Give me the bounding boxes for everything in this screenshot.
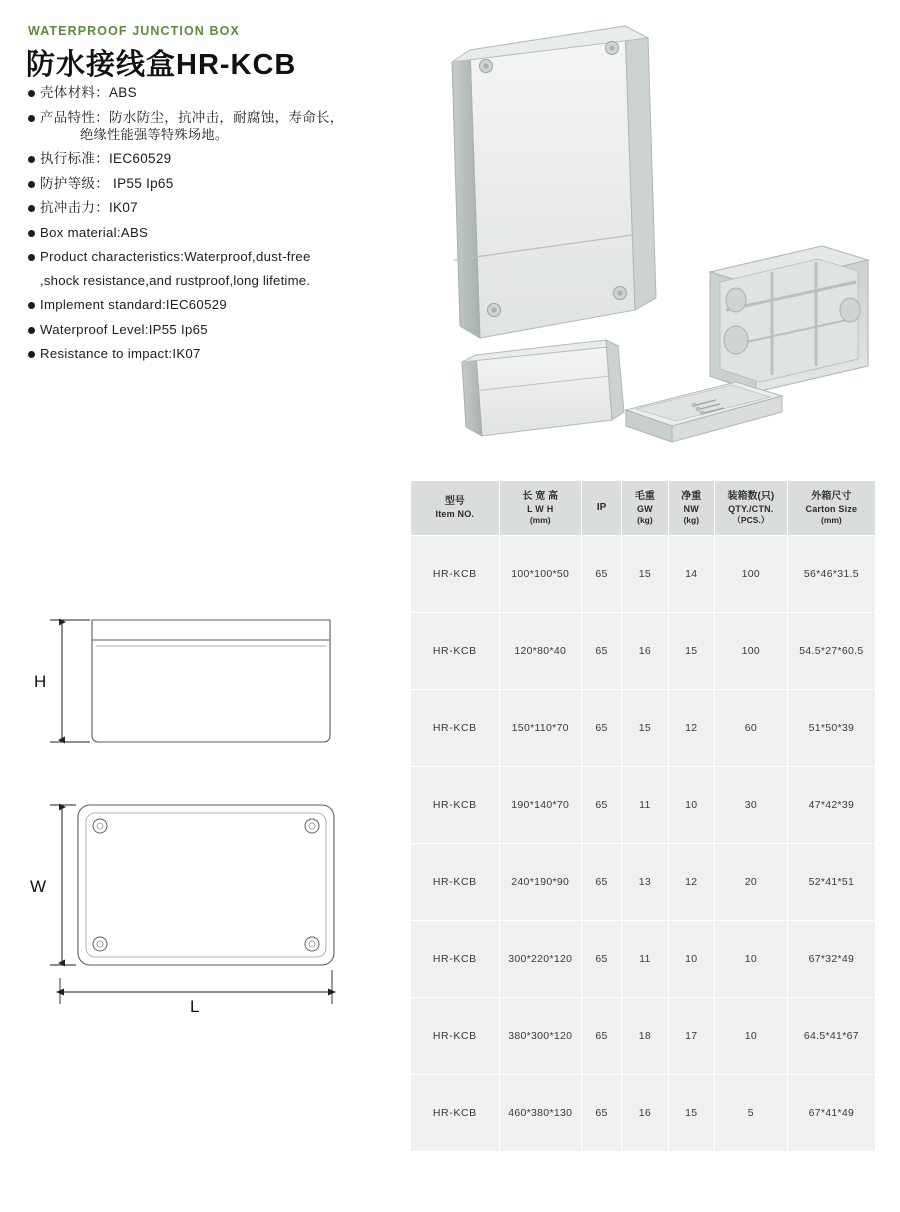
- spec-text: Product characteristics:Waterproof,dust-free: [40, 248, 311, 264]
- spec-item: [28, 250, 428, 263]
- cell-item-no: HR-KCB: [411, 613, 500, 690]
- table-header-row: [411, 481, 876, 536]
- height-label: H: [34, 672, 47, 691]
- cell-item-no: HR-KCB: [411, 1075, 500, 1152]
- spec-text: Box material:ABS: [40, 224, 149, 240]
- cell-dimensions: 150*110*70: [499, 690, 581, 767]
- bullet-icon: [28, 254, 35, 261]
- cell-qty: 100: [714, 613, 787, 690]
- column-header-ip: IP: [581, 481, 621, 536]
- cell-carton-size: 56*46*31.5: [787, 536, 875, 613]
- bullet-icon: [28, 351, 35, 358]
- bullet-icon: [28, 156, 35, 163]
- cell-dimensions: 300*220*120: [499, 921, 581, 998]
- cell-dimensions: 460*380*130: [499, 1075, 581, 1152]
- dimension-drawings: [20, 600, 400, 1030]
- cell-qty: 10: [714, 998, 787, 1075]
- cell-net-weight: 12: [668, 690, 714, 767]
- bullet-icon: [28, 230, 35, 237]
- top-view-drawing: [30, 805, 334, 1016]
- cell-carton-size: 54.5*27*60.5: [787, 613, 875, 690]
- specification-list: [28, 86, 428, 371]
- cell-qty: 20: [714, 844, 787, 921]
- column-header-dimensions: 长 宽 高 L W H (mm): [499, 481, 581, 536]
- spec-text-continuation: ,shock resistance,and rustproof,long lifetime.: [40, 273, 311, 289]
- spec-text: 抗冲击力：IK07: [40, 200, 138, 216]
- cell-carton-size: 67*41*49: [787, 1075, 875, 1152]
- cell-gross-weight: 15: [622, 536, 668, 613]
- cell-net-weight: 15: [668, 1075, 714, 1152]
- cell-qty: 10: [714, 921, 787, 998]
- bullet-icon: [28, 181, 35, 188]
- bullet-icon: [28, 115, 35, 122]
- cell-dimensions: 120*80*40: [499, 613, 581, 690]
- spec-item: [28, 111, 428, 125]
- cell-dimensions: 100*100*50: [499, 536, 581, 613]
- cell-gross-weight: 16: [622, 613, 668, 690]
- spec-text: 执行标准：IEC60529: [40, 151, 172, 167]
- spec-text: Implement standard:IEC60529: [40, 297, 227, 313]
- cell-net-weight: 14: [668, 536, 714, 613]
- cell-item-no: HR-KCB: [411, 690, 500, 767]
- column-header-net-weight: 净重 NW (kg): [668, 481, 714, 536]
- cell-gross-weight: 11: [622, 921, 668, 998]
- cell-dimensions: 190*140*70: [499, 767, 581, 844]
- cell-carton-size: 47*42*39: [787, 767, 875, 844]
- bullet-icon: [28, 205, 35, 212]
- cell-net-weight: 12: [668, 844, 714, 921]
- spec-text-continuation: 绝缘性能强等特殊场地。: [80, 127, 229, 142]
- cell-carton-size: 64.5*41*67: [787, 998, 875, 1075]
- spec-text: 壳体材料：ABS: [40, 85, 137, 100]
- cell-item-no: HR-KCB: [411, 844, 500, 921]
- cell-gross-weight: 16: [622, 1075, 668, 1152]
- cell-item-no: HR-KCB: [411, 767, 500, 844]
- width-label: W: [30, 877, 47, 896]
- column-header-qty-per-carton: 装箱数(只) QTY./CTN. （PCS.）: [714, 481, 787, 536]
- table-row: [411, 690, 876, 767]
- cell-ip: 65: [581, 998, 621, 1075]
- bullet-icon: [28, 302, 35, 309]
- cell-ip: 65: [581, 921, 621, 998]
- cell-net-weight: 10: [668, 921, 714, 998]
- cell-net-weight: 17: [668, 998, 714, 1075]
- cell-gross-weight: 15: [622, 690, 668, 767]
- length-label: L: [190, 997, 200, 1016]
- cell-net-weight: 15: [668, 613, 714, 690]
- spec-item: [28, 226, 428, 239]
- spec-item: [28, 347, 428, 360]
- table-row: [411, 921, 876, 998]
- cell-qty: 60: [714, 690, 787, 767]
- bullet-icon: [28, 90, 35, 97]
- cell-gross-weight: 13: [622, 844, 668, 921]
- spec-text: 产品特性：防水防尘，抗冲击，耐腐蚀，寿命长，: [40, 109, 344, 125]
- table-row: [411, 1075, 876, 1152]
- column-header-gross-weight: 毛重 GW (kg): [622, 481, 668, 536]
- spec-text: Resistance to impact:IK07: [40, 345, 201, 361]
- table-row: [411, 613, 876, 690]
- column-header-item-no: 型号 Item NO.: [411, 481, 500, 536]
- table-row: [411, 844, 876, 921]
- spec-item: [28, 152, 428, 166]
- spec-item: [28, 323, 428, 336]
- spec-item: [28, 86, 428, 100]
- cell-dimensions: 240*190*90: [499, 844, 581, 921]
- spec-item: [28, 201, 428, 215]
- cell-carton-size: 67*32*49: [787, 921, 875, 998]
- specification-table: [410, 480, 876, 1152]
- product-photo: [420, 10, 890, 460]
- spec-item: [28, 177, 428, 191]
- cell-item-no: HR-KCB: [411, 921, 500, 998]
- page-title: 防水接线盒HR-KCB: [26, 49, 297, 81]
- open-box-body: [710, 246, 868, 392]
- table-body: [411, 536, 876, 1152]
- page-eyebrow: WATERPROOF JUNCTION BOX: [28, 24, 240, 38]
- cell-item-no: HR-KCB: [411, 536, 500, 613]
- table-head: [411, 481, 876, 536]
- cell-ip: 65: [581, 690, 621, 767]
- table-row: [411, 998, 876, 1075]
- cell-gross-weight: 18: [622, 998, 668, 1075]
- cell-qty: 100: [714, 536, 787, 613]
- cell-ip: 65: [581, 844, 621, 921]
- cell-net-weight: 10: [668, 767, 714, 844]
- box-lid: [626, 382, 782, 442]
- spec-text: Waterproof Level:IP55 Ip65: [40, 321, 208, 337]
- small-junction-box: [462, 340, 624, 436]
- cell-item-no: HR-KCB: [411, 998, 500, 1075]
- cell-ip: 65: [581, 613, 621, 690]
- cell-qty: 30: [714, 767, 787, 844]
- cell-ip: 65: [581, 1075, 621, 1152]
- cell-ip: 65: [581, 536, 621, 613]
- bullet-icon: [28, 327, 35, 334]
- table-row: [411, 536, 876, 613]
- table-row: [411, 767, 876, 844]
- cell-dimensions: 380*300*120: [499, 998, 581, 1075]
- cell-carton-size: 51*50*39: [787, 690, 875, 767]
- spec-text: 防护等级： IP55 Ip65: [40, 175, 174, 191]
- large-junction-box: [452, 26, 656, 338]
- cell-ip: 65: [581, 767, 621, 844]
- cell-carton-size: 52*41*51: [787, 844, 875, 921]
- side-view-drawing: [34, 620, 330, 742]
- spec-item: [28, 298, 428, 311]
- specification-table-wrapper: [410, 480, 876, 1152]
- cell-qty: 5: [714, 1075, 787, 1152]
- column-header-carton-size: 外箱尺寸 Carton Size (mm): [787, 481, 875, 536]
- cell-gross-weight: 11: [622, 767, 668, 844]
